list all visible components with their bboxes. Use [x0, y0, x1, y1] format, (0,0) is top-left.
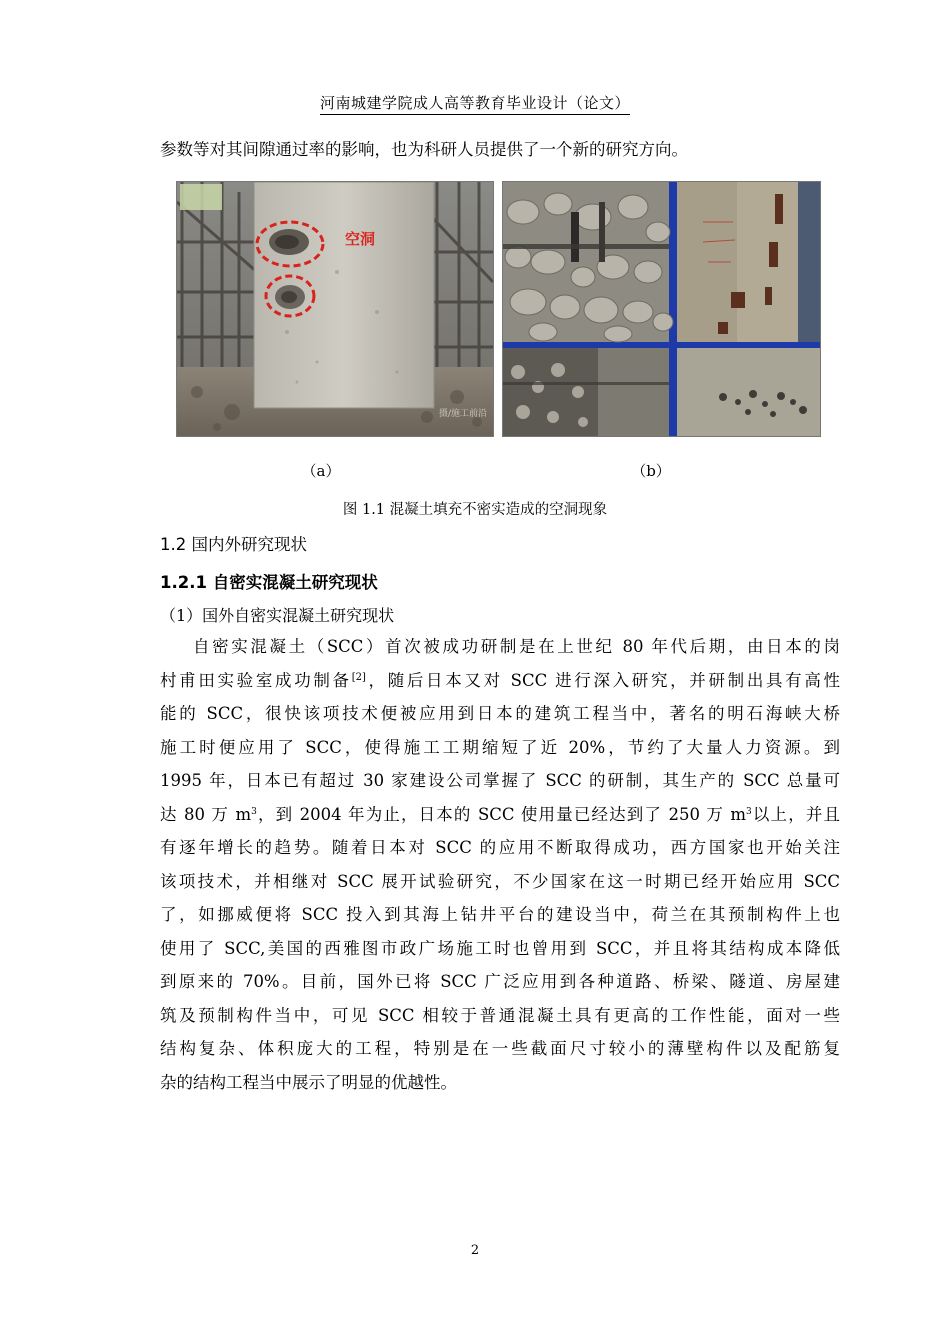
section-heading: 1.2 国内外研究现状	[160, 535, 307, 554]
paragraph-line: 施工时便应用了 SCC，使得施工工期缩短了近 20%，节约了大量人力资源。到	[160, 737, 840, 757]
line-text: ，到 2004 年为止，日本的 SCC 使用量已经达到了 250 万 m	[256, 804, 747, 824]
intro-line: 参数等对其间隙通过率的影响，也为科研人员提供了一个新的研究方向。	[160, 140, 688, 159]
subfigure-a-label: （a）	[301, 462, 341, 480]
paragraph-line: 自密实混凝土（SCC）首次被成功研制是在上世纪 80 年代后期，由日本的岗	[193, 637, 840, 656]
paragraph-line: 使用了 SCC,美国的西雅图市政广场施工时也曾用到 SCC，并且将其结构成本降低	[160, 938, 840, 958]
figure-caption: 图 1.1 混凝土填充不密实造成的空洞现象	[342, 502, 608, 518]
paragraph-line: 到原来的 70%。目前，国外已将 SCC 广泛应用到各种道路、桥梁、隧道、房屋建	[160, 972, 840, 991]
body-paragraph	[160, 635, 840, 1104]
line-text: ，随后日本又对 SCC 进行深入研究，并研制出具有高性	[365, 670, 840, 690]
paragraph-line: 该项技术，并相继对 SCC 展开试验研究，不少国家在这一时期已经开始应用 SCC	[160, 871, 840, 891]
header-title: 河南城建学院成人高等教育毕业设计（论文）	[320, 94, 630, 115]
figure-b-photo	[502, 181, 821, 437]
subsection-heading: 1.2.1 自密实混凝土研究现状	[160, 573, 378, 592]
figure-a-photo	[176, 181, 494, 437]
paragraph-line: 杂的结构工程当中展示了明显的优越性。	[160, 1072, 457, 1092]
paragraph-line: 能的 SCC，很快该项技术便被应用到日本的建筑工程当中，著名的明石海峡大桥	[160, 704, 840, 723]
paragraph-line: 有逐年增长的趋势。随着日本对 SCC 的应用不断取得成功，西方国家也开始关注	[160, 838, 840, 857]
line-text: 达 80 万 m	[160, 804, 252, 824]
running-header	[0, 92, 950, 113]
concrete-column-void-image	[177, 182, 493, 436]
honeycomb-collage-image	[503, 182, 820, 436]
paragraph-line: 结构复杂、体积庞大的工程，特别是在一些截面尺寸较小的薄壁构件以及配筋复	[160, 1039, 840, 1058]
line-text: 以上，并且	[751, 804, 840, 824]
paragraph-line	[160, 803, 840, 837]
paragraph-line	[160, 669, 840, 703]
void-annotation: 空洞	[345, 230, 376, 248]
citation-ref: [2]	[351, 671, 366, 683]
paragraph-line: 筑及预制构件当中，可见 SCC 相较于普通混凝土具有更高的工作性能，面对一些	[160, 1005, 840, 1025]
superscript: 3	[746, 806, 752, 817]
page-number: 2	[470, 1243, 480, 1258]
subsubsection-heading: （1）国外自密实混凝土研究现状	[160, 606, 395, 625]
line-text: 村甫田实验室成功制备	[160, 670, 352, 690]
watermark: 摄/施工前沿	[439, 409, 488, 419]
superscript: 3	[251, 806, 257, 817]
paragraph-line: 了，如挪威便将 SCC 投入到其海上钻井平台的建设当中，荷兰在其预制构件上也	[160, 905, 840, 924]
subfigure-b-label: （b）	[631, 462, 671, 480]
paragraph-line: 1995 年，日本已有超过 30 家建设公司掌握了 SCC 的研制，其生产的 SCC 总量可	[160, 771, 840, 790]
